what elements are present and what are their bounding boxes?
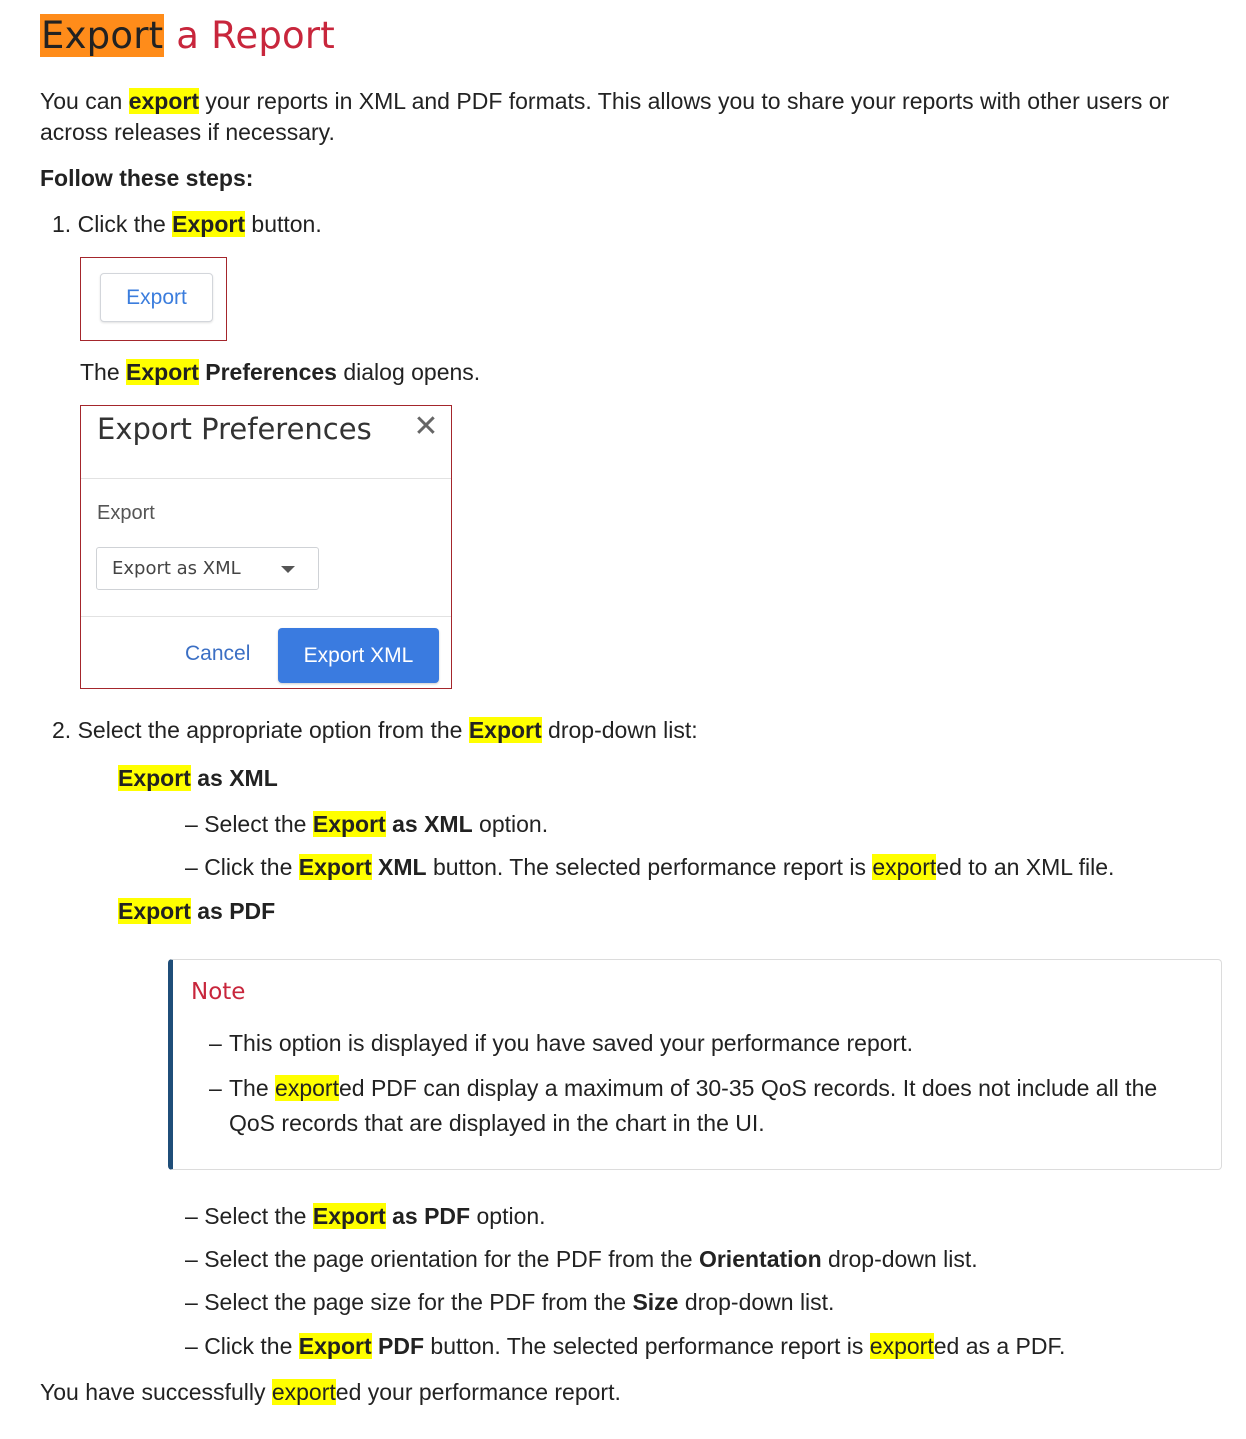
xml-item-1-pre: Select the [204,811,313,837]
pdf-item-4-highlight-2: export [869,1333,934,1359]
export-format-value: Export as XML [112,558,241,579]
pdf-heading-highlight: Export [118,898,191,924]
intro-highlight: export [128,88,199,114]
dialog-intro [80,359,480,386]
dialog-divider [81,478,451,479]
step-2 [52,717,698,744]
closing-post: ed your performance report. [335,1379,621,1405]
xml-item-2 [185,854,1114,881]
note-item-1 [209,1026,1199,1061]
step-1-number: 1. [52,211,72,237]
xml-item-1-post: option. [472,811,549,837]
xml-item-2-highlight-2: export [872,854,937,880]
dialog-intro-pre: The [80,359,127,385]
closing-pre: You have successfully [40,1379,272,1405]
intro-post: your reports in XML and PDF formats. This allows you to share your reports with other users or across releases if necessary. [40,88,1170,145]
pdf-item-2 [185,1246,978,1273]
pdf-item-1-post: option. [470,1203,546,1229]
pdf-item-4-pre: Click the [204,1333,299,1359]
pdf-item-2-pre: Select the page orientation for the PDF from the [204,1246,699,1272]
intro-pre: You can [40,88,129,114]
xml-heading-highlight: Export [118,765,191,791]
xml-item-2-highlight: Export [298,854,372,880]
dash: – [209,1030,222,1056]
page-title [40,14,335,57]
note-title: Note [191,979,246,1005]
pdf-item-2-bold: Orientation [698,1246,822,1272]
export-format-select[interactable] [96,547,319,590]
close-icon[interactable]: ✕ [413,410,439,443]
step-1-post: button. [245,211,322,237]
pdf-item-3 [185,1289,834,1316]
dialog-intro-bold: Preferences [198,359,337,385]
dash: – [185,1246,205,1272]
dialog-footer-divider [81,616,451,617]
note-callout [168,959,1222,1170]
pdf-item-3-post: drop-down list. [678,1289,835,1315]
step-1-highlight: Export [172,211,246,237]
step-1-pre: Click the [77,211,173,237]
dash: – [185,1203,205,1229]
pdf-item-1-pre: Select the [204,1203,313,1229]
xml-item-1-highlight: Export [312,811,386,837]
intro-paragraph [40,86,1210,148]
xml-heading [118,765,278,792]
cancel-button[interactable]: Cancel [185,642,251,665]
pdf-item-1-highlight: Export [312,1203,386,1229]
title-highlight: Export [41,14,164,57]
dash: – [185,811,205,837]
export-preferences-dialog [80,405,452,689]
pdf-item-3-pre: Select the page size for the PDF from the [204,1289,633,1315]
pdf-item-4-post: ed as a PDF. [933,1333,1066,1359]
xml-item-2-pre: Click the [204,854,299,880]
note-item-2-highlight: export [275,1075,339,1101]
title-rest: a Report [164,14,335,57]
dialog-intro-post: dialog opens. [336,359,481,385]
xml-item-2-post: ed to an XML file. [936,854,1115,880]
closing-highlight: export [271,1379,336,1405]
pdf-item-4 [185,1333,1065,1360]
pdf-item-4-bold: PDF [371,1333,425,1359]
xml-item-2-mid: button. The selected performance report is [426,854,873,880]
pdf-item-1 [185,1203,546,1230]
xml-item-1 [185,811,548,838]
export-button-screenshot [80,257,227,341]
pdf-heading-rest: as PDF [190,898,276,924]
export-xml-button[interactable]: Export XML [278,628,439,683]
pdf-item-3-bold: Size [632,1289,679,1315]
xml-heading-rest: as XML [190,765,278,791]
dash: – [185,1289,205,1315]
closing-paragraph [40,1379,621,1406]
dialog-title: Export Preferences [97,412,372,446]
xml-item-2-bold: XML [371,854,427,880]
note-item-2 [209,1071,1199,1141]
dialog-intro-highlight: Export [126,359,199,385]
step-1 [52,211,322,238]
export-field-label: Export [97,502,155,524]
pdf-item-1-bold: as PDF [385,1203,471,1229]
step-2-number: 2. [52,717,72,743]
follow-steps-heading: Follow these steps: [40,165,254,191]
pdf-item-4-mid: button. The selected performance report is [424,1333,870,1359]
pdf-item-4-highlight: Export [298,1333,372,1359]
pdf-item-2-post: drop-down list. [821,1246,978,1272]
note-item-2-pre: The [229,1075,276,1101]
dash: – [185,1333,205,1359]
step-2-pre: Select the appropriate option from the [77,717,469,743]
xml-item-1-bold: as XML [385,811,473,837]
export-button[interactable]: Export [100,273,213,322]
dash: – [185,854,205,880]
note-item-1-text: This option is displayed if you have saved your performance report. [229,1030,913,1056]
note-item-2-text [229,1071,1189,1141]
note-item-2-post: ed PDF can display a maximum of 30-35 QoS records. It does not include all the QoS records that are displayed in the chart in the UI. [229,1075,1158,1136]
dash: – [209,1075,222,1101]
pdf-heading [118,898,275,925]
caret-down-icon [281,566,295,573]
step-2-post: drop-down list: [541,717,698,743]
step-2-highlight: Export [468,717,542,743]
